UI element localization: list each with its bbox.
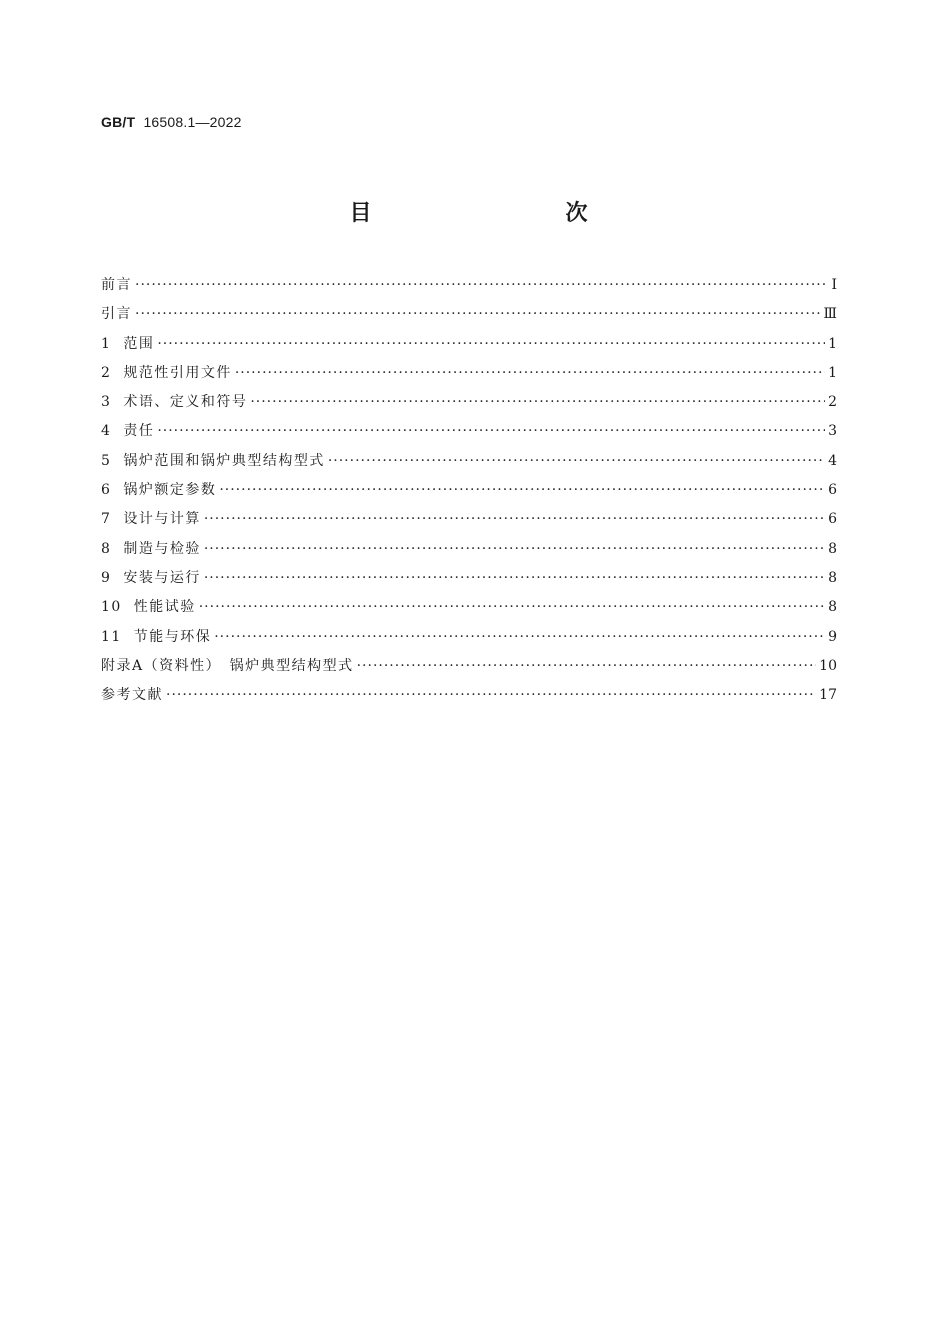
toc-entry-label: 9 安装与运行 [101, 569, 201, 586]
toc-entry-label: 引言 [101, 306, 132, 323]
standard-header [101, 114, 242, 130]
toc-leader-dots [204, 567, 825, 589]
toc-entry-label: 4 责任 [101, 423, 155, 440]
toc-page-number: 6 [828, 511, 837, 528]
toc-entry-9[interactable] [101, 567, 837, 596]
toc-entry-label: 3 术语、定义和符号 [101, 394, 248, 411]
toc-leader-dots [157, 420, 825, 442]
toc-leader-dots [250, 391, 825, 413]
toc-page-number: 4 [828, 452, 837, 469]
toc-page-number: 1 [828, 335, 837, 352]
toc-leader-dots [135, 274, 828, 296]
toc-entry-foreword[interactable] [101, 274, 837, 303]
toc-page-number: 2 [828, 394, 837, 411]
standard-number: 16508.1—2022 [143, 114, 242, 130]
toc-entry-11[interactable] [101, 626, 837, 655]
toc-entry-label: 2 规范性引用文件 [101, 364, 232, 381]
toc-page-number: 3 [828, 423, 837, 440]
toc-entry-7[interactable] [101, 508, 837, 537]
toc-page-number: 8 [828, 540, 837, 557]
toc-leader-dots [157, 333, 825, 355]
toc-page-number: Ⅲ [823, 306, 837, 323]
toc-leader-dots [235, 362, 825, 384]
toc-leader-dots [166, 684, 816, 706]
toc-entry-4[interactable] [101, 420, 837, 449]
toc-entry-10[interactable] [101, 596, 837, 625]
standard-code: GB/T [101, 114, 136, 130]
page-title: 目 次 [349, 201, 638, 226]
toc-page-number: 17 [819, 687, 837, 704]
toc-page-number: 6 [828, 482, 837, 499]
toc-entry-label: 8 制造与检验 [101, 540, 201, 557]
toc-entry-label: 10 性能试验 [101, 599, 196, 616]
toc-entry-bibliography[interactable] [101, 684, 837, 713]
toc-entry-label: 5 锅炉范围和锅炉典型结构型式 [101, 452, 325, 469]
toc-leader-dots [357, 655, 817, 677]
toc-entry-1[interactable] [101, 333, 837, 362]
toc-leader-dots [214, 626, 825, 648]
toc-entry-6[interactable] [101, 479, 837, 508]
toc-page-number: Ⅰ [831, 277, 837, 293]
toc-entry-label: 参考文献 [101, 687, 163, 704]
toc-page-number: 10 [819, 657, 837, 674]
toc-page-number: 9 [828, 628, 837, 645]
toc-leader-dots [219, 479, 825, 501]
toc-page-number: 1 [828, 364, 837, 381]
toc-entry-appendix-a[interactable] [101, 655, 837, 684]
toc-leader-dots [135, 303, 820, 325]
toc-leader-dots [204, 508, 825, 530]
toc-entry-8[interactable] [101, 538, 837, 567]
toc-page-number: 8 [828, 599, 837, 616]
toc-entry-label: 前言 [101, 277, 132, 293]
toc-leader-dots [204, 538, 825, 560]
toc-entry-label: 1 范围 [101, 335, 155, 352]
toc-leader-dots [199, 596, 825, 618]
toc-entry-label: 6 锅炉额定参数 [101, 482, 217, 499]
toc-page-number: 8 [828, 569, 837, 586]
toc-entry-5[interactable] [101, 450, 837, 479]
toc-entry-label: 附录A（资料性） 锅炉典型结构型式 [101, 657, 354, 674]
toc-entry-label: 7 设计与计算 [101, 511, 201, 528]
toc-entry-label: 11 节能与环保 [101, 628, 212, 645]
toc-entry-introduction[interactable] [101, 303, 837, 332]
toc-entry-2[interactable] [101, 362, 837, 391]
toc-entry-3[interactable] [101, 391, 837, 420]
toc-leader-dots [328, 450, 825, 472]
table-of-contents [101, 274, 837, 713]
